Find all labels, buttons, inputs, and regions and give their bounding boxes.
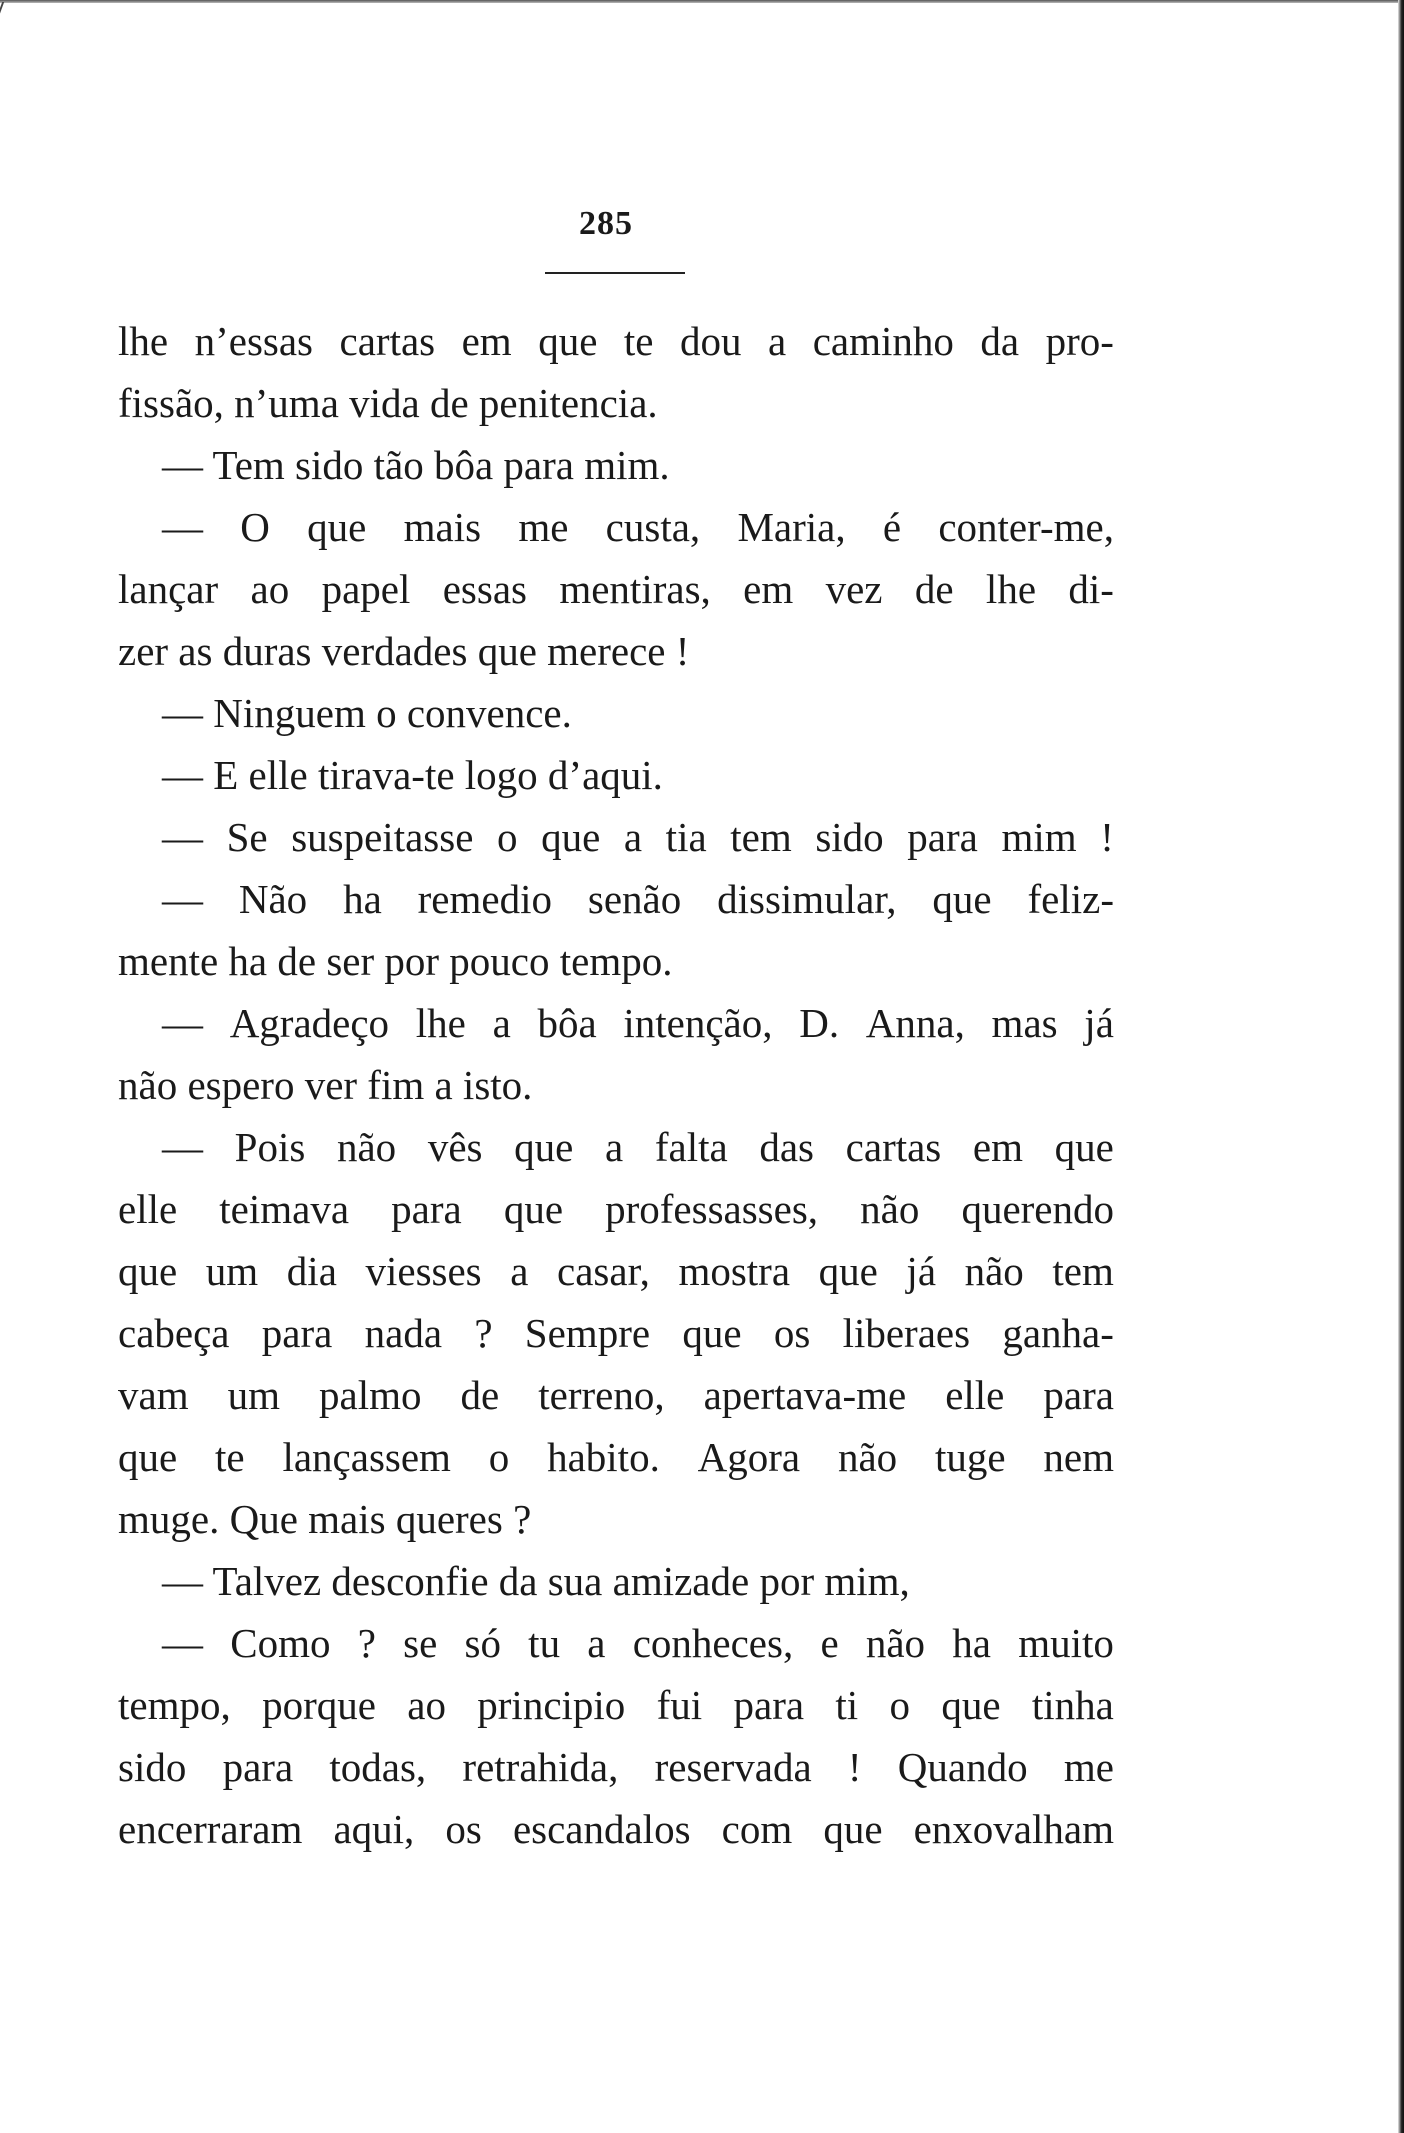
- page-binding-edge: [1398, 0, 1404, 2133]
- text-line: — Se suspeitasse o que a tia tem sido para mim !: [162, 814, 1114, 860]
- page-top-edge: [0, 0, 1404, 3]
- text-line: — Ninguem o convence.: [162, 690, 572, 736]
- header-rule: [545, 272, 685, 274]
- text-line: — Como ? se só tu a conheces, e não ha muito: [162, 1620, 1114, 1666]
- text-line: — E elle tirava-te logo d’aqui.: [162, 752, 663, 798]
- text-line: — O que mais me custa, Maria, é conter-me,: [162, 504, 1114, 550]
- text-line: lhe n’essas cartas em que te dou a caminho da pro-: [118, 318, 1114, 364]
- body-text: [118, 310, 1114, 1860]
- text-line: — Pois não vês que a falta das cartas em que: [162, 1124, 1114, 1170]
- text-line: vam um palmo de terreno, apertava-me elle para: [118, 1372, 1114, 1418]
- text-line: cabeça para nada ? Sempre que os liberaes ganha-: [118, 1310, 1114, 1356]
- text-line: elle teimava para que professasses, não querendo: [118, 1186, 1114, 1232]
- text-line: zer as duras verdades que merece !: [118, 628, 690, 674]
- text-line: lançar ao papel essas mentiras, em vez de lhe di-: [118, 566, 1114, 612]
- text-line: encerraram aqui, os escandalos com que enxovalham: [118, 1806, 1114, 1852]
- text-line: não espero ver fim a isto.: [118, 1062, 533, 1108]
- text-line: mente ha de ser por pouco tempo.: [118, 938, 673, 984]
- text-line: — Tem sido tão bôa para mim.: [162, 442, 670, 488]
- page-number: 285: [579, 205, 633, 242]
- corner-mark: [0, 2, 16, 14]
- text-line: — Não ha remedio senão dissimular, que feliz-: [162, 876, 1114, 922]
- text-line: fissão, n’uma vida de penitencia.: [118, 380, 658, 426]
- text-line: — Talvez desconfie da sua amizade por mim,: [162, 1558, 910, 1604]
- text-line: — Agradeço lhe a bôa intenção, D. Anna, mas já: [162, 1000, 1114, 1046]
- text-line: que te lançassem o habito. Agora não tuge nem: [118, 1434, 1114, 1480]
- text-line: sido para todas, retrahida, reservada ! Quando me: [118, 1744, 1114, 1790]
- text-line: que um dia viesses a casar, mostra que já não tem: [118, 1248, 1114, 1294]
- text-line: tempo, porque ao principio fui para ti o que tinha: [118, 1682, 1114, 1728]
- text-line: muge. Que mais queres ?: [118, 1496, 532, 1542]
